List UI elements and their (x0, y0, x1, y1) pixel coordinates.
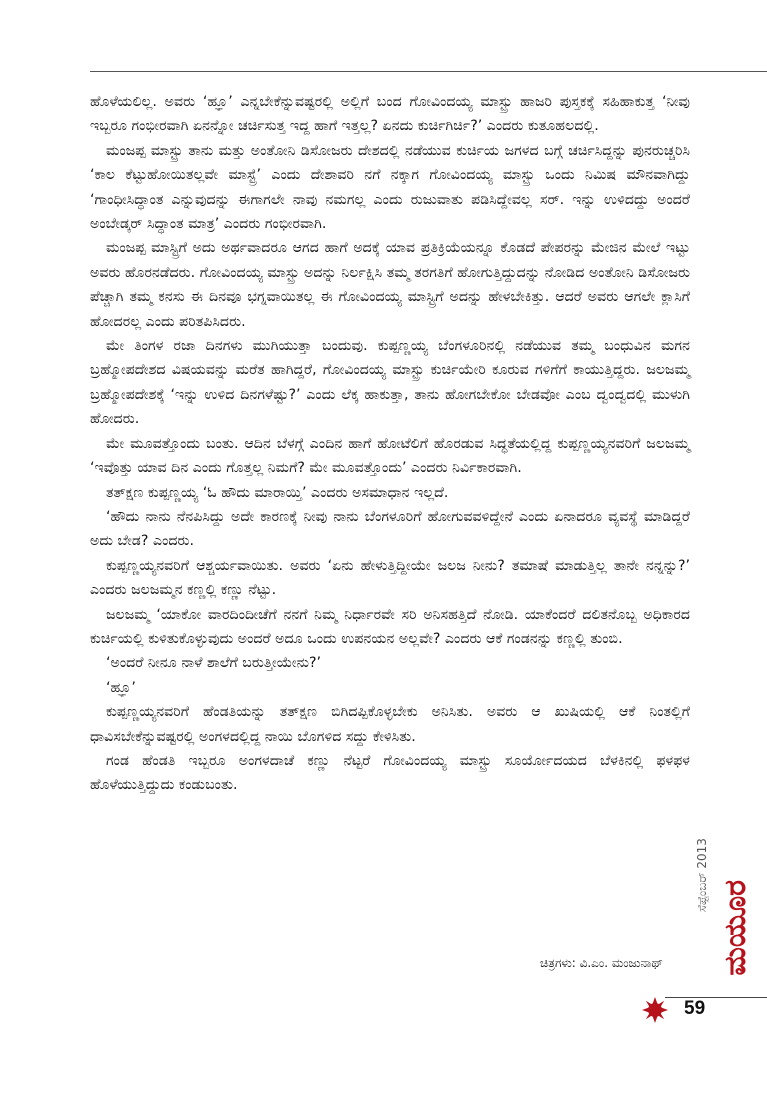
paragraph: ಕುಪ್ಪಣ್ಣಯ್ಯನವರಿಗೆ ಹೆಂಡತಿಯನ್ನು ತತ್‌ಕ್ಷಣ ಬಿಗಿದಪ್ಪಿಕೊಳ್ಳಬೇಕು ಅನಿಸಿತು. ಅವರು ಆ ಖುಷಿಯಲ್ಲಿ ಆಕೆ ನಿಂತಲ್ಲಿಗೆ ಧಾವಿಸಬೇಕೆನ್ನುವಷ್ಟರಲ್ಲಿ ಅಂಗಳದಲ್ಲಿದ್ದ ನಾಯಿ ಬೊಗಳಿದ ಸದ್ದು ಕೇಳಿಸಿತು. (90, 704, 690, 745)
paragraph: ಮೇ ತಿಂಗಳ ರಜಾ ದಿನಗಳು ಮುಗಿಯುತ್ತಾ ಬಂದುವು. ಕುಪ್ಪಣ್ಣಯ್ಯ ಬೆಂಗಳೂರಿನಲ್ಲಿ ನಡೆಯುವ ತಮ್ಮ ಬಂಧುವಿನ ಮಗನ ಬ್ರಹ್ಮೋಪದೇಶದ ವಿಷಯವನ್ನು ಮರೆತ ಹಾಗಿದ್ದರೆ, ಗೋವಿಂದಯ್ಯ ಮಾಸ್ಟ್ರು ಕುರ್ಚಿಯೇರಿ ಕೂರುವ ಗಳಿಗೆಗೆ ಕಾಯುತ್ತಿದ್ದರು. ಜಲಜಮ್ಮ ಬ್ರಹ್ಮೋಪದೇಶಕ್ಕೆ ‘ಇನ್ನು ಉಳಿದ ದಿನಗಳೆಷ್ಟು?’ ಎಂದು ಲೆಕ್ಕ ಹಾಕುತ್ತಾ, ತಾನು ಹೋಗಬೇಕೋ ಬೇಡವೋ ಎಂಬ ದ್ವಂದ್ವದಲ್ಲಿ ಮುಳುಗಿ ಹೋದರು. (90, 338, 690, 428)
flower-ornament-icon (641, 996, 669, 1024)
paragraph: ಜಲಜಮ್ಮ ‘ಯಾಕೋ ವಾರದಿಂದೀಚೆಗೆ ನನಗೆ ನಿಮ್ಮ ನಿರ್ಧಾರವೇ ಸರಿ ಅನಿಸಹತ್ತಿದೆ ನೋಡಿ. ಯಾಕೆಂದರೆ ದಲಿತನೊಬ್ಬ ಅಧಿಕಾರದ ಕುರ್ಚಿಯಲ್ಲಿ ಕುಳಿತುಕೊಳ್ಳುವುದು ಅಂದರೆ ಅದೂ ಒಂದು ಉಪನಯನ ಅಲ್ಲವೇ? ಎಂದರು ಆಕೆ ಗಂಡನನ್ನು ಕಣ್ಣಲ್ಲಿ ತುಂಬಿ. (90, 606, 690, 647)
header-rule (90, 71, 767, 72)
paragraph: ‘ಹೌದು ನಾನು ನೆನಪಿಸಿದ್ದು ಅದೇ ಕಾರಣಕ್ಕೆ ನೀವು ನಾನು ಬೆಂಗಳೂರಿಗೆ ಹೋಗುವವಳಿದ್ದೇನೆ ಎಂದು ಏನಾದರೂ ವ್ಯವಸ್ಥೆ ಮಾಡಿದ್ದರೆ ಅದು ಬೇಡ? ಎಂದರು. (90, 508, 690, 550)
paragraph: ಮೇ ಮೂವತ್ತೊಂದು ಬಂತು. ಆದಿನ ಬೆಳಗ್ಗೆ ಎಂದಿನ ಹಾಗೆ ಹೋಟೆಲಿಗೆ ಹೊರಡುವ ಸಿದ್ಧತೆಯಲ್ಲಿದ್ದ ಕುಪ್ಪಣ್ಣಯ್ಯನವರಿಗೆ ಜಲಜಮ್ಮ ‘ಇವೊತ್ತು ಯಾವ ದಿನ ಎಂದು ಗೊತ್ತಲ್ಲ ನಿಮಗೆ? ಮೇ ಮೂವತ್ತೊಂದು’ ಎಂದರು ನಿರ್ವಿಕಾರವಾಗಿ. (90, 435, 690, 477)
magazine-masthead: ಮಯೂರ (718, 880, 753, 976)
paragraph: ಹೊಳೆಯಲಿಲ್ಲ. ಅವರು ‘ಹ್ಞೂ’ ಎನ್ನಬೇಕೆನ್ನುವಷ್ಟರಲ್ಲಿ ಅಲ್ಲಿಗೆ ಬಂದ ಗೋವಿಂದಯ್ಯ ಮಾಸ್ಟ್ರು ಹಾಜರಿ ಪುಸ್ತಕಕ್ಕೆ ಸಹಿಹಾಕುತ್ತ ‘ನೀವು ಇಬ್ಬರೂ ಗಂಭೀರವಾಗಿ ಏನನ್ನೋ ಚರ್ಚಿಸುತ್ತ ಇದ್ದ ಹಾಗೆ ಇತ್ತಲ್ಲ? ಏನದು ಕುರ್ಚಿಗಿರ್ಚಿ?’ ಎಂದರು ಕುತೂಹಲದಲ್ಲಿ. (90, 94, 690, 135)
paragraph: ‘ಹ್ಞೂ’ (106, 679, 136, 696)
illustration-credit: ಚಿತ್ರಗಳು: ವಿ.ಎಂ. ಮಂಜುನಾಥ್ (540, 956, 663, 970)
paragraph: ಕುಪ್ಪಣ್ಣಯ್ಯನವರಿಗೆ ಆಶ್ಚರ್ಯವಾಯಿತು. ಅವರು ‘ಏನು ಹೇಳುತ್ತಿದ್ದೀಯೇ ಜಲಜ ನೀನು? ತಮಾಷೆ ಮಾಡುತ್ತಿಲ್ಲ ತಾನೇ ನನ್ನನ್ನು?’ ಎಂದರು ಜಲಜಮ್ಮನ ಕಣ್ಣಲ್ಲಿ ಕಣ್ಣು ನೆಟ್ಟು. (90, 557, 690, 599)
paragraph: ಮಂಜಪ್ಪ ಮಾಸ್ಟ್ರಿಗೆ ಅದು ಅರ್ಥವಾದರೂ ಆಗದ ಹಾಗೆ ಅದಕ್ಕೆ ಯಾವ ಪ್ರತಿಕ್ರಿಯೆಯನ್ನೂ ಕೊಡದೆ ಪೇಪರನ್ನು ಮೇಜಿನ ಮೇಲೆ ಇಟ್ಟು ಅವರು ಹೊರನಡೆದರು. ಗೋವಿಂದಯ್ಯ ಮಾಸ್ಟ್ರು ಅದನ್ನು ನಿರ್ಲಕ್ಷಿಸಿ ತಮ್ಮ ತರಗತಿಗೆ ಹೋಗುತ್ತಿದ್ದುದನ್ನು ನೋಡಿದ ಅಂತೋನಿ ಡಿಸೋಜರು ಪೆಚ್ಚಾಗಿ ತಮ್ಮ ಕನಸು ಈ ದಿನವೂ ಭಗ್ನವಾಯಿತಲ್ಲ ಈ ಗೋವಿಂದಯ್ಯ ಮಾಸ್ಟ್ರಿಗೆ ಅದನ್ನು ಹೇಳಬೇಕಿತ್ತು. ಆದರೆ ಅವರು ಆಗಲೇ ಕ್ಲಾಸಿಗೆ ಹೋದರಲ್ಲ ಎಂದು ಪರಿತಪಿಸಿದರು. (90, 240, 690, 330)
page-number: 59 (684, 998, 706, 1019)
paragraph: ತತ್‌ಕ್ಷಣ ಕುಪ್ಪಣ್ಣಯ್ಯ ‘ಓ ಹೌದು ಮಾರಾಯ್ತಿ’ ಎಂದರು ಅಸಮಾಧಾನ ಇಲ್ಲದೆ. (106, 484, 449, 501)
issue-date: ಸೆಪ್ಟೆಂಬರ್ 2013 (695, 838, 709, 912)
paragraph: ‘ಅಂದರೆ ನೀನೂ ನಾಳೆ ಶಾಲೆಗೆ ಬರುತ್ತೀಯೇನು?’ (106, 655, 322, 672)
paragraph: ಮಂಜಪ್ಪ ಮಾಸ್ಟ್ರು ತಾನು ಮತ್ತು ಅಂತೋನಿ ಡಿಸೋಜರು ದೇಶದಲ್ಲಿ ನಡೆಯುವ ಕುರ್ಚಿಯ ಜಗಳದ ಬಗ್ಗೆ ಚರ್ಚಿಸಿದ್ದನ್ನು ಪುನರುಚ್ಚರಿಸಿ ‘ಕಾಲ ಕೆಟ್ಟುಹೋಯಿತಲ್ಲವೇ ಮಾಸ್ಟ್ರೆ’ ಎಂದು ದೇಶಾವರಿ ನಗೆ ನಕ್ಕಾಗ ಗೋವಿಂದಯ್ಯ ಮಾಸ್ಟ್ರು ಒಂದು ನಿಮಿಷ ಮೌನವಾಗಿದ್ದು ‘ಗಾಂಧೀಸಿದ್ಧಾಂತ ಎನ್ನುವುದನ್ನು ಈಗಾಗಲೇ ನಾವು ನಮಗಲ್ಲ ಎಂದು ರುಜುವಾತು ಪಡಿಸಿದ್ದೇವಲ್ಲ ಸರ್. ಇನ್ನು ಉಳಿದದ್ದು ಅಂದರೆ ಅಂಬೇಡ್ಕರ್ ಸಿದ್ಧಾಂತ ಮಾತ್ರ’ ಎಂದರು ಗಂಭೀರವಾಗಿ. (90, 142, 690, 233)
article-body (90, 90, 690, 798)
footer-rule (665, 997, 767, 998)
paragraph: ಗಂಡ ಹೆಂಡತಿ ಇಬ್ಬರೂ ಅಂಗಳದಾಚೆ ಕಣ್ಣು ನೆಟ್ಟರೆ ಗೋವಿಂದಯ್ಯ ಮಾಸ್ಟ್ರು ಸೂರ್ಯೋದಯದ ಬೆಳಕಿನಲ್ಲಿ ಫಳಫಳ ಹೊಳೆಯುತ್ತಿದ್ದುದು ಕಂಡುಬಂತು. (90, 752, 690, 794)
